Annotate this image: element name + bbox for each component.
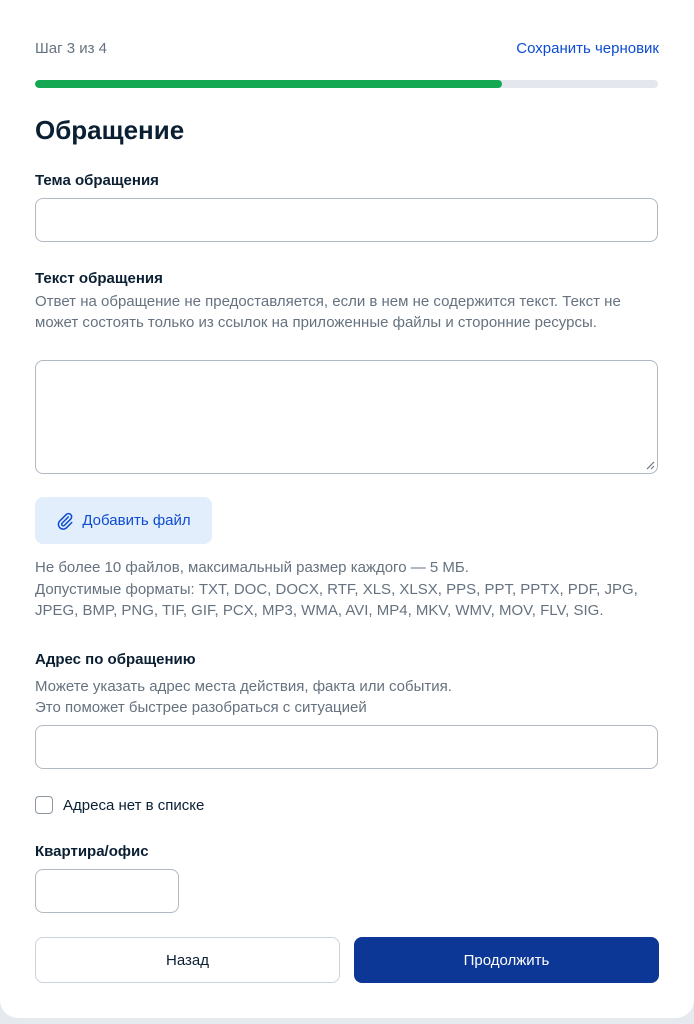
text-hint: Ответ на обращение не предоставляется, если в нем не содержится текст. Текст не может состоять только из ссылок на приложенные файлы и сторонние ресурсы.	[35, 293, 621, 331]
no-address-checkbox-row[interactable]	[35, 795, 204, 815]
continue-button[interactable]: Продолжить	[354, 937, 659, 983]
page-title: Обращение	[35, 115, 185, 145]
file-formats-text: Допустимые форматы: TXT, DOC, DOCX, RTF, XLS, XLSX, PPS, PPT, PPTX, PDF, JPG, JPEG, BMP, PNG, TIF, GIF, PCX, MP3, WMA, AVI, MP4, MKV, WMV, MOV, FLV, SIG.	[35, 580, 638, 619]
address-hint-line2: Это поможет быстрее разобраться с ситуацией	[35, 699, 367, 716]
address-label: Адрес по обращению	[35, 651, 196, 668]
progress-bar	[35, 80, 658, 88]
address-hint	[35, 676, 658, 718]
step-header	[35, 38, 659, 58]
back-button[interactable]: Назад	[35, 937, 340, 983]
subject-label: Тема обращения	[35, 172, 159, 189]
progress-bar-fill	[35, 80, 502, 88]
step-indicator: Шаг 3 из 4	[35, 39, 108, 57]
no-address-checkbox[interactable]	[35, 796, 53, 814]
address-hint-line1: Можете указать адрес места действия, факта или события.	[35, 678, 452, 695]
apartment-label: Квартира/офис	[35, 843, 149, 860]
save-draft-link[interactable]: Сохранить черновик	[516, 39, 659, 57]
resize-handle-icon[interactable]	[645, 460, 655, 470]
file-limit-text: Не более 10 файлов, максимальный размер каждого — 5 МБ.	[35, 559, 469, 576]
subject-input[interactable]	[35, 198, 658, 242]
add-file-button[interactable]	[35, 497, 212, 544]
file-restrictions-hint	[35, 557, 665, 622]
no-address-label: Адреса нет в списке	[63, 796, 205, 814]
text-label: Текст обращения	[35, 270, 163, 287]
paperclip-icon	[56, 512, 74, 530]
address-input[interactable]	[35, 725, 658, 769]
text-textarea[interactable]	[35, 360, 658, 474]
add-file-label: Добавить файл	[82, 512, 191, 529]
apartment-input[interactable]	[35, 869, 179, 913]
